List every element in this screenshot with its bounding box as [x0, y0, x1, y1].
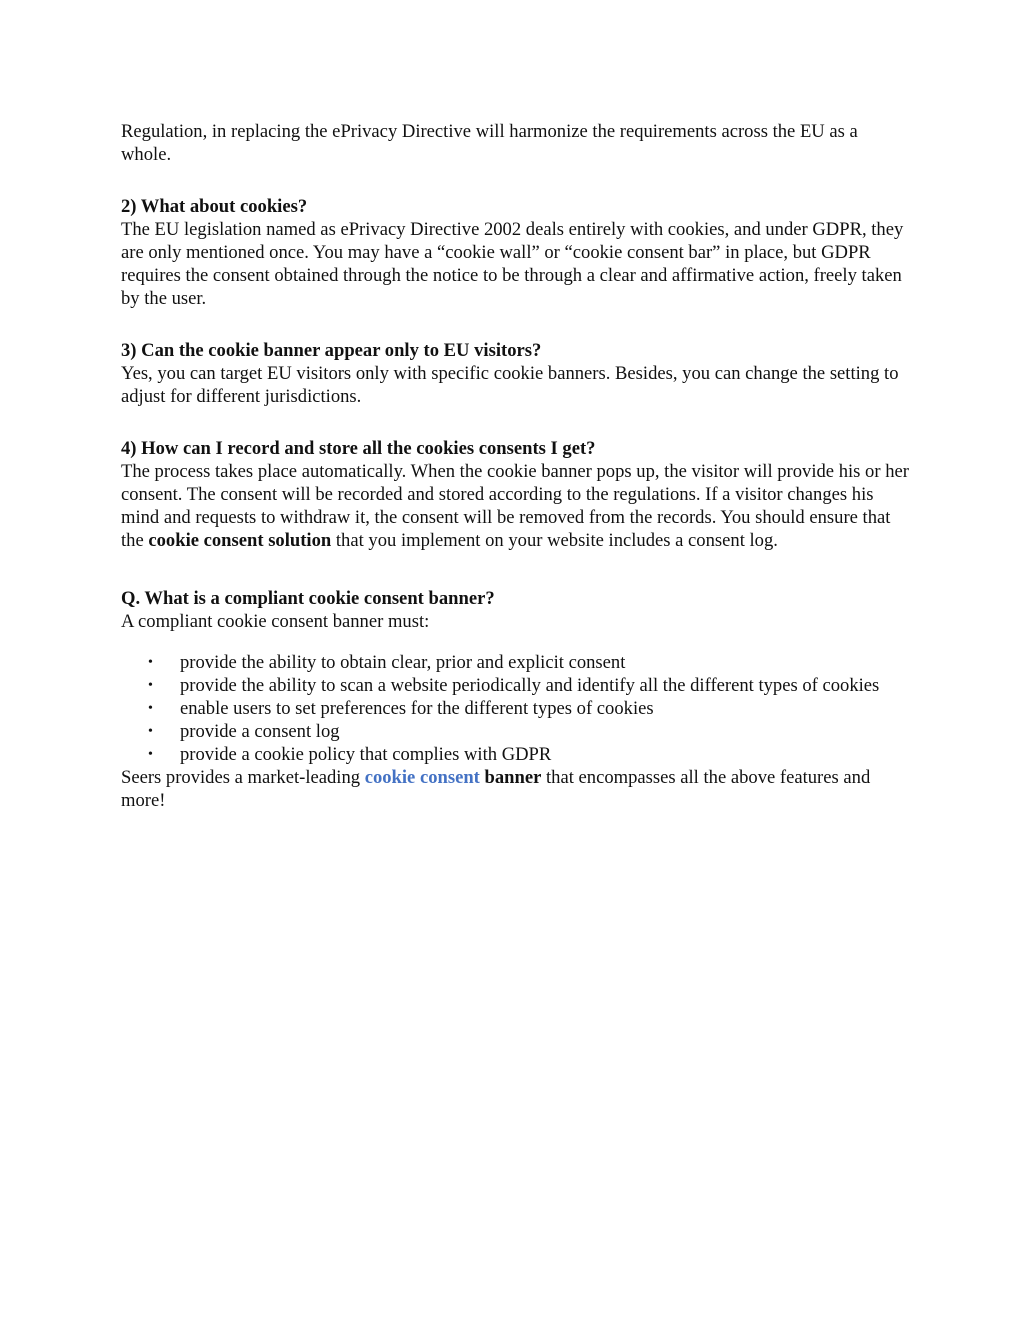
bullet-icon: •	[148, 678, 153, 693]
closing-paragraph	[121, 766, 911, 812]
list-item-text: provide the ability to obtain clear, prior and explicit consent	[180, 652, 626, 673]
list-item	[121, 651, 911, 674]
list-item-text: provide a cookie policy that complies with GDPR	[180, 744, 552, 765]
section-body	[121, 460, 911, 552]
list-item-text: provide a consent log	[180, 721, 340, 742]
list-item	[121, 697, 911, 720]
list-item-text: provide the ability to scan a website periodically and identify all the different types of cookies	[180, 675, 880, 696]
requirements-list	[121, 651, 911, 766]
section-body: Yes, you can target EU visitors only with specific cookie banners. Besides, you can change the setting to adjust for different jurisdictions.	[121, 363, 899, 407]
question-section	[121, 587, 911, 633]
bullet-icon: •	[148, 724, 153, 739]
bullet-icon: •	[148, 655, 153, 670]
bullet-icon: •	[148, 747, 153, 762]
section-heading: 3) Can the cookie banner appear only to EU visitors?	[121, 340, 542, 361]
list-item	[121, 743, 911, 766]
bold-term: banner	[484, 767, 542, 788]
section-heading: 4) How can I record and store all the cookies consents I get?	[121, 438, 596, 459]
section-eu-visitors	[121, 339, 911, 408]
bold-term: cookie consent solution	[148, 530, 332, 551]
intro-paragraph: Regulation, in replacing the ePrivacy Directive will harmonize the requirements across the EU as a whole.	[121, 121, 858, 165]
question-intro: A compliant cookie consent banner must:	[121, 611, 430, 632]
bullet-icon: •	[148, 701, 153, 716]
body-text: that you implement on your website includes a consent log.	[331, 530, 778, 551]
list-item-text: enable users to set preferences for the different types of cookies	[180, 698, 654, 719]
document-page	[121, 120, 911, 812]
closing-text: Seers provides a market-leading	[121, 767, 365, 788]
body-text: The process takes place automatically. When the cookie banner pops up, the visitor will provide his or her consent. The consent will be recorded and stored according to the regulations. If a visitor changes his mind and requests to withdraw it, the consent will be removed from the records. You should ensure that the	[121, 461, 909, 551]
section-heading: 2) What about cookies?	[121, 196, 308, 217]
section-cookies	[121, 195, 911, 310]
question-heading: Q. What is a compliant cookie consent banner?	[121, 588, 495, 609]
cookie-consent-link[interactable]: cookie consent	[364, 767, 480, 788]
section-record-consents	[121, 437, 911, 552]
list-item	[121, 720, 911, 743]
list-item	[121, 674, 911, 697]
closing-text: that encompasses all the above features and more!	[121, 767, 871, 811]
section-body: The EU legislation named as ePrivacy Directive 2002 deals entirely with cookies, and under GDPR, they are only mentioned once. You may have a “cookie wall” or “cookie consent bar” in place, but GDPR requires the consent obtained through the notice to be through a clear and affirmative action, freely taken by the user.	[121, 219, 904, 309]
